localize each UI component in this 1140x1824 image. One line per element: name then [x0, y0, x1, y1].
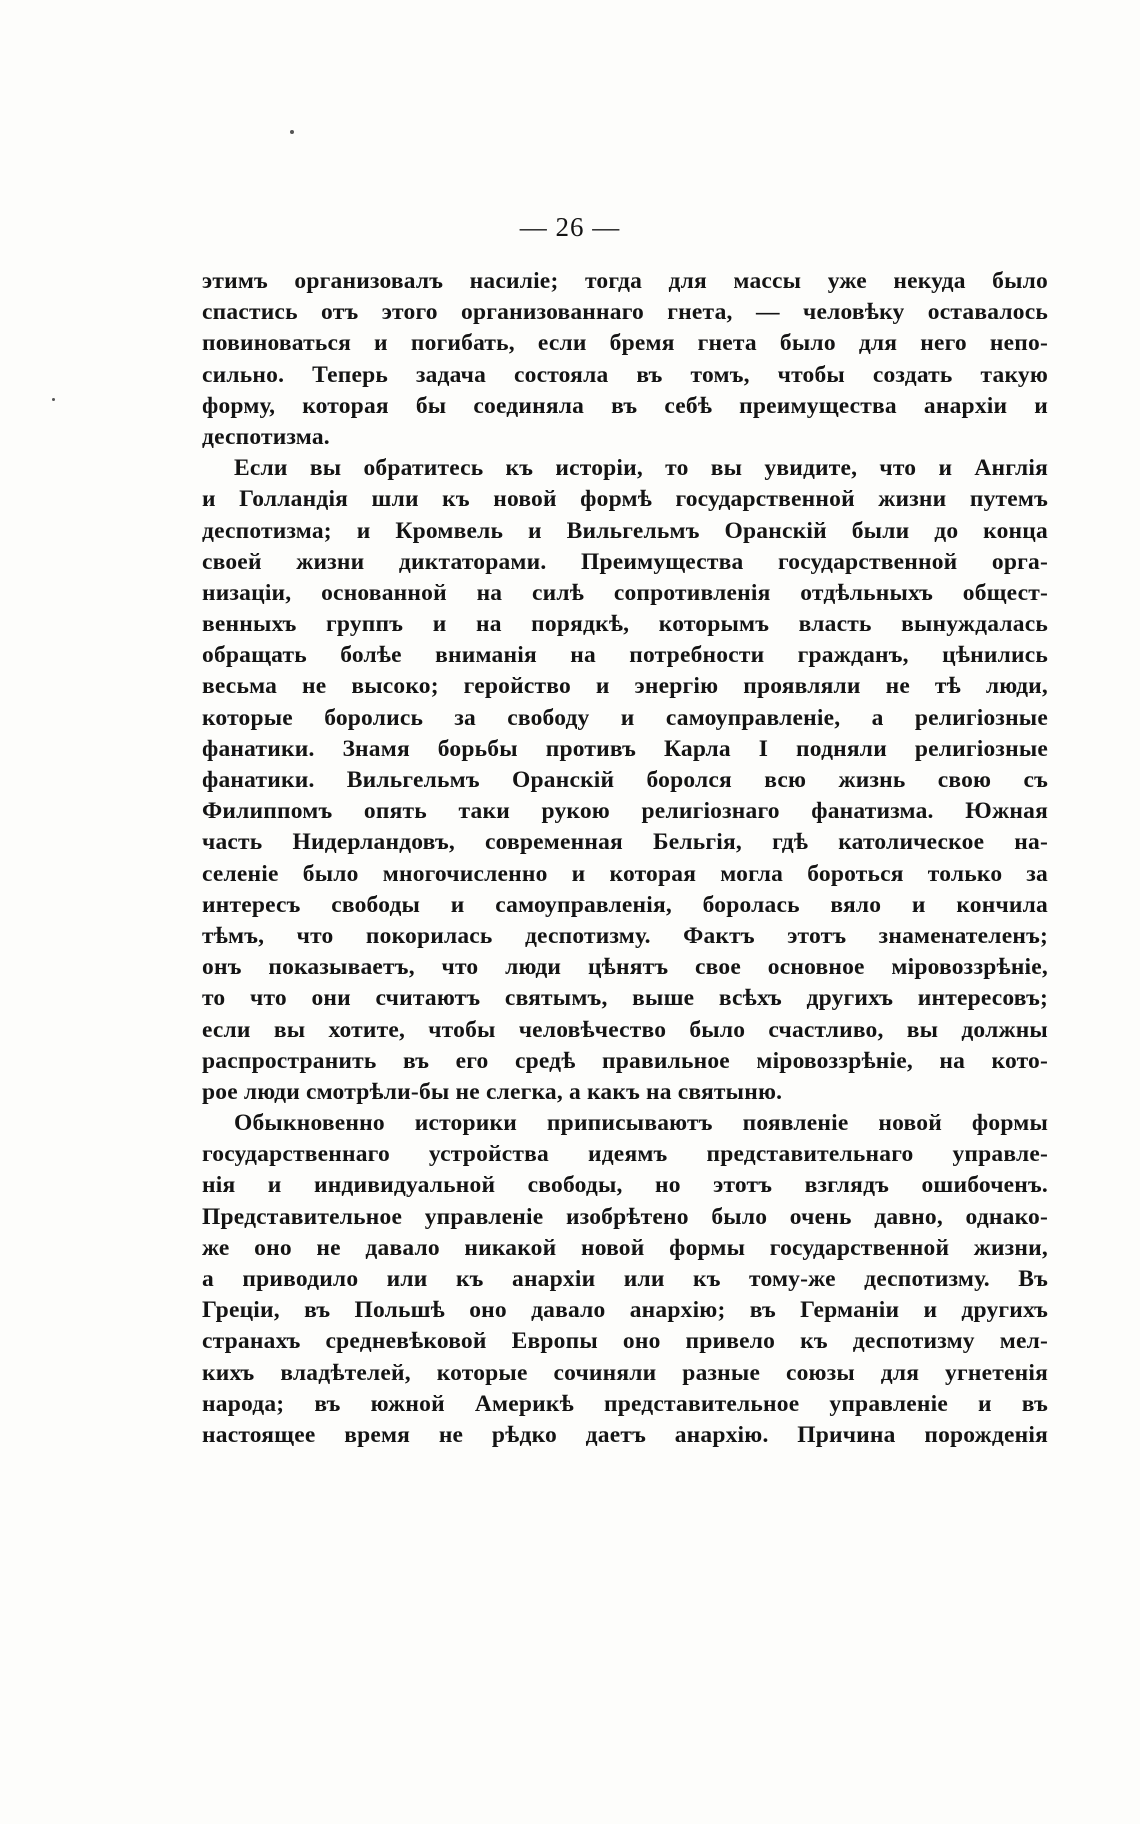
text-line: а приводило или къ анархіи или къ тому-же деспотизму. Въ	[202, 1266, 1048, 1292]
text-line: интересъ свободы и самоуправленія, боролась вяло и кончила	[202, 891, 1048, 918]
paragraph	[202, 266, 1048, 453]
text-line: форму, которая бы соединяла въ себѣ преимущества анархіи и	[202, 392, 1048, 419]
text-line: онъ показываетъ, что люди цѣнятъ свое основное міровоззрѣніе,	[202, 954, 1048, 981]
text-line: тѣмъ, что покорилась деспотизму. Фактъ этотъ знаменателенъ;	[202, 922, 1048, 949]
text-line: настоящее время не рѣдко даетъ анархію. Причина порожденія	[202, 1421, 1048, 1448]
text-line: если вы хотите, чтобы человѣчество было счастливо, вы должны	[202, 1016, 1048, 1043]
text-line: низаціи, основанной на силѣ сопротивленія отдѣльныхъ общест-	[202, 579, 1048, 606]
text-line: весьма не высоко; геройство и энергію проявляли не тѣ люди,	[202, 673, 1048, 700]
text-line: народа; въ южной Америкѣ представительное управленіе и въ	[202, 1390, 1048, 1417]
text-line: селеніе было многочисленно и которая могла бороться только за	[202, 860, 1048, 887]
text-line: обращать болѣе вниманія на потребности гражданъ, цѣнились	[202, 642, 1048, 669]
text-line: фанатики. Вильгельмъ Оранскій боролся всю жизнь свою съ	[202, 767, 1048, 793]
text-line: спастись отъ этого организованнаго гнета, — человѣку оставалось	[202, 299, 1048, 326]
text-line: нія и индивидуальной свободы, но этотъ взглядъ ошибоченъ.	[202, 1172, 1048, 1199]
text-line: венныхъ группъ и на порядкѣ, которымъ власть вынуждалась	[202, 611, 1048, 638]
text-line: Филиппомъ опять таки рукою религіознаго фанатизма. Южная	[202, 798, 1048, 825]
text-line: деспотизма.	[202, 423, 330, 450]
paragraph	[202, 453, 1048, 1108]
text-line: этимъ организовалъ насиліе; тогда для массы уже некуда было	[202, 268, 1048, 294]
text-line: и Голландія шли къ новой формѣ государственной жизни путемъ	[202, 486, 1048, 513]
text-line: странахъ средневѣковой Европы оно привело къ деспотизму мел-	[202, 1328, 1048, 1355]
text-line: сильно. Теперь задача состояла въ томъ, чтобы создать такую	[202, 361, 1048, 388]
text-line: кихъ владѣтелей, которые сочиняли разные союзы для угнетенія	[202, 1359, 1048, 1386]
text-line: Греціи, въ Польшѣ оно давало анархію; въ Германіи и другихъ	[202, 1297, 1048, 1324]
text-line: часть Нидерландовъ, современная Бельгія, гдѣ католическое на-	[202, 829, 1048, 856]
text-line: своей жизни диктаторами. Преимущества государственной орга-	[202, 548, 1048, 575]
text-line: фанатики. Знамя борьбы противъ Карла I подняли религіозные	[202, 735, 1048, 762]
text-line: Если вы обратитесь къ исторіи, то вы увидите, что и Англія	[234, 455, 1048, 482]
text-line: повиноваться и погибать, если бремя гнета было для него непо-	[202, 330, 1048, 357]
body-text	[202, 266, 1048, 1451]
text-line: Обыкновенно историки приписываютъ появленіе новой формы	[234, 1110, 1048, 1137]
text-line: распространить въ его средѣ правильное міровоззрѣніе, на кото-	[202, 1047, 1048, 1074]
paragraph	[202, 1108, 1048, 1451]
text-line: Представительное управленіе изобрѣтено было очень давно, однако-	[202, 1203, 1048, 1230]
text-line: рое люди смотрѣли-бы не слегка, а какъ на святыню.	[202, 1078, 783, 1105]
text-line: то что они считаютъ святымъ, выше всѣхъ другихъ интересовъ;	[202, 985, 1048, 1012]
print-speck	[290, 130, 294, 134]
text-line: государственнаго устройства идеямъ представительнаго управле-	[202, 1141, 1048, 1168]
text-line: же оно не давало никакой новой формы государственной жизни,	[202, 1234, 1048, 1261]
page-number: — 26 —	[519, 212, 621, 242]
text-line: которые боролись за свободу и самоуправленіе, а религіозные	[202, 704, 1048, 731]
text-line: деспотизма; и Кромвель и Вильгельмъ Оранскій были до конца	[202, 517, 1048, 544]
print-speck	[52, 398, 55, 401]
